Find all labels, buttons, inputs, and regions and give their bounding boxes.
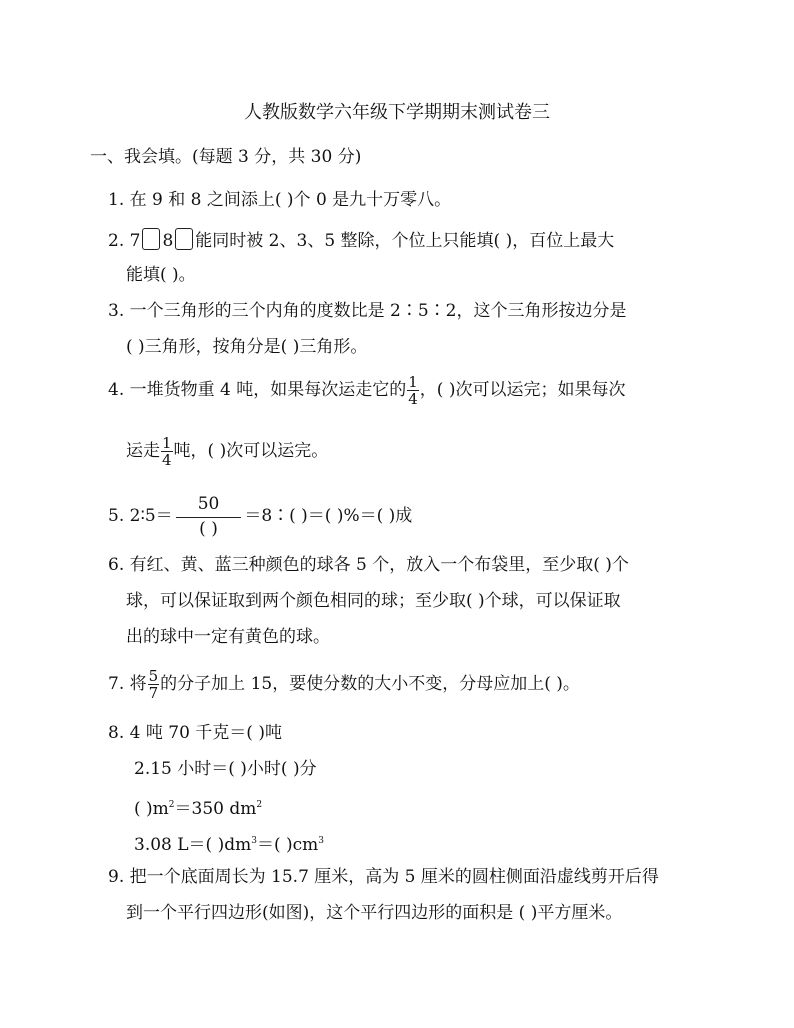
question-2-line-2: 能填( )。 [126,265,196,285]
question-8-line-2: 2.15 小时＝( )小时( )分 [134,759,317,779]
q4-text-b: ，( )次可以运完；如果每次 [419,380,626,400]
question-1: 1. 在 9 和 8 之间添上( )个 0 是九十万零八。 [108,190,452,210]
question-6-line-2: 球，可以保证取到两个颜色相同的球；至少取( )个球，可以保证取 [126,591,621,611]
question-3-line-2: ( )三角形，按角分是( )三角形。 [126,337,368,357]
q5-text-a: 5. 2∶5＝ [108,506,173,526]
q4-text-a: 4. 一堆货物重 4 吨，如果每次运走它的 [108,380,407,400]
q4-text-d: 吨，( )次可以运完。 [173,441,329,461]
q8-l4-b: ＝( )cm [256,835,319,855]
q5-text-b: ＝8∶( )＝( )%＝( )成 [244,506,413,526]
fraction-50-over-blank [176,493,242,540]
digit-box-blank[interactable] [175,228,193,250]
q8-l3-b: ＝350 dm [174,799,257,819]
superscript: 3 [318,836,324,846]
q2-rest: 能同时被 2、3、5 整除，个位上只能填( )，百位上最大 [195,231,615,251]
section-heading: 一、我会填。(每题 3 分，共 30 分) [90,147,362,167]
fraction-denominator: 7 [148,684,159,702]
question-6-line-1: 6. 有红、黄、蓝三种颜色的球各 5 个，放入一个布袋里，至少取( )个 [108,555,629,575]
q2-prefix: 2. 7 [108,231,141,251]
question-4-line-1 [108,372,625,408]
question-8-line-1: 8. 4 吨 70 千克＝( )吨 [108,723,282,743]
superscript: 2 [256,800,263,810]
fraction-denominator: 4 [408,390,418,408]
question-9-line-2: 到一个平行四边形(如图)，这个平行四边形的面积是 ( )平方厘米。 [126,903,623,923]
fraction-five-sevenths [148,668,160,701]
q7-text-b: 的分子加上 15，要使分数的大小不变，分母应加上( )。 [160,674,580,694]
fraction-one-quarter [161,435,173,468]
question-3-line-1: 3. 一个三角形的三个内角的度数比是 2∶5∶2，这个三角形按边分是 [108,301,627,321]
question-6-line-3: 出的球中一定有黄色的球。 [126,627,330,647]
question-7 [108,664,580,704]
question-2-line-1 [108,228,614,252]
q8-l3-a: ( )m [134,799,169,819]
question-5 [108,492,412,540]
q4-text-c: 运走 [126,441,160,461]
superscript: 2 [168,800,175,810]
q2-mid-digit: 8 [162,231,174,251]
fraction-numerator: 5 [148,667,159,685]
fraction-numerator: 1 [162,434,172,452]
fraction-numerator: 50 [176,493,242,518]
question-9-line-1: 9. 把一个底面周长为 15.7 厘米，高为 5 厘米的圆柱侧面沿虚线剪开后得 [108,867,659,887]
digit-box-blank[interactable] [142,228,160,250]
fraction-one-quarter [407,374,419,407]
fraction-numerator: 1 [408,373,418,391]
fraction-denominator: 4 [162,451,172,469]
question-8-line-4 [134,830,324,856]
q7-text-a: 7. 将 [108,674,147,694]
question-4-line-2 [126,433,328,469]
question-8-line-3 [134,794,262,820]
superscript: 3 [251,836,257,846]
fraction-denominator-blank: ( ) [199,519,218,539]
q8-l4-a: 3.08 L＝( )dm [134,835,252,855]
page-title: 人教版数学六年级下学期期末测试卷三 [244,102,550,123]
